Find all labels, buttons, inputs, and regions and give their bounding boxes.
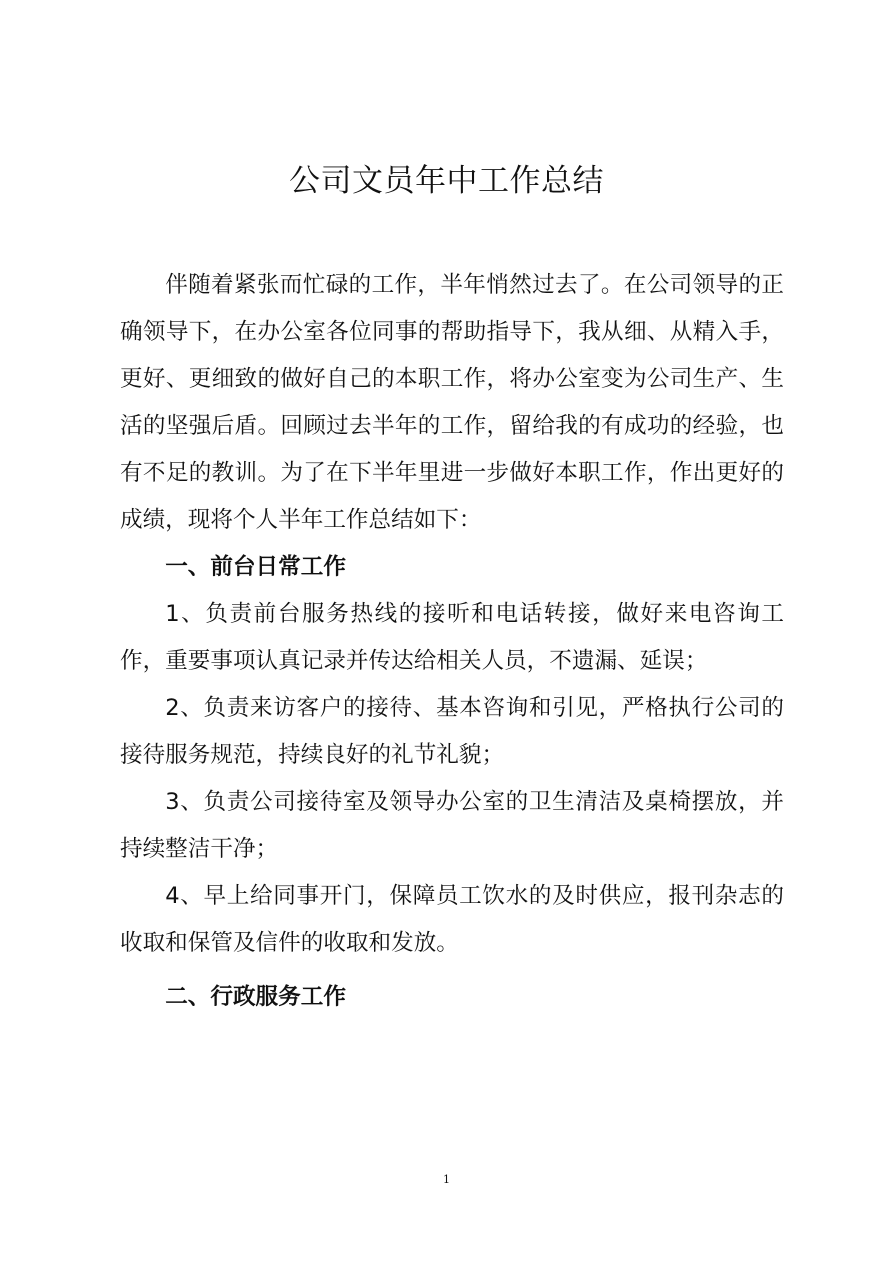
page-number: 1 [443,1173,450,1186]
section-heading-front-desk: 一、前台日常工作 [165,554,346,580]
list-item: 1、负责前台服务热线的接听和电话转接，做好来电咨询工作，重要事项认真记录并传达给相关人员，不遗漏、延误； [120,601,784,674]
list-item: 4、早上给同事开门，保障员工饮水的及时供应，报刊杂志的收取和保管及信件的收取和发放。 [120,883,784,956]
list-item: 3、负责公司接待室及领导办公室的卫生清洁及桌椅摆放，并持续整洁干净； [120,789,784,862]
list-item: 2、负责来访客户的接待、基本咨询和引见，严格执行公司的接待服务规范，持续良好的礼节礼貌； [120,695,784,768]
document-title: 公司文员年中工作总结 [289,163,604,199]
section-spacer [120,967,784,974]
intro-paragraph: 伴随着紧张而忙碌的工作，半年悄然过去了。在公司领导的正确领导下，在办公室各位同事的帮助指导下，我从细、从精入手，更好、更细致的做好自己的本职工作，将办公室变为公司生产、生活的坚强后盾。回顾过去半年的工作，留给我的有成功的经验，也有不足的教训。为了在下半年里进一步做好本职工作，作出更好的成绩，现将个人半年工作总结如下： [120,272,784,533]
section-heading-admin-service: 二、行政服务工作 [165,984,346,1010]
document-body [120,262,784,1021]
